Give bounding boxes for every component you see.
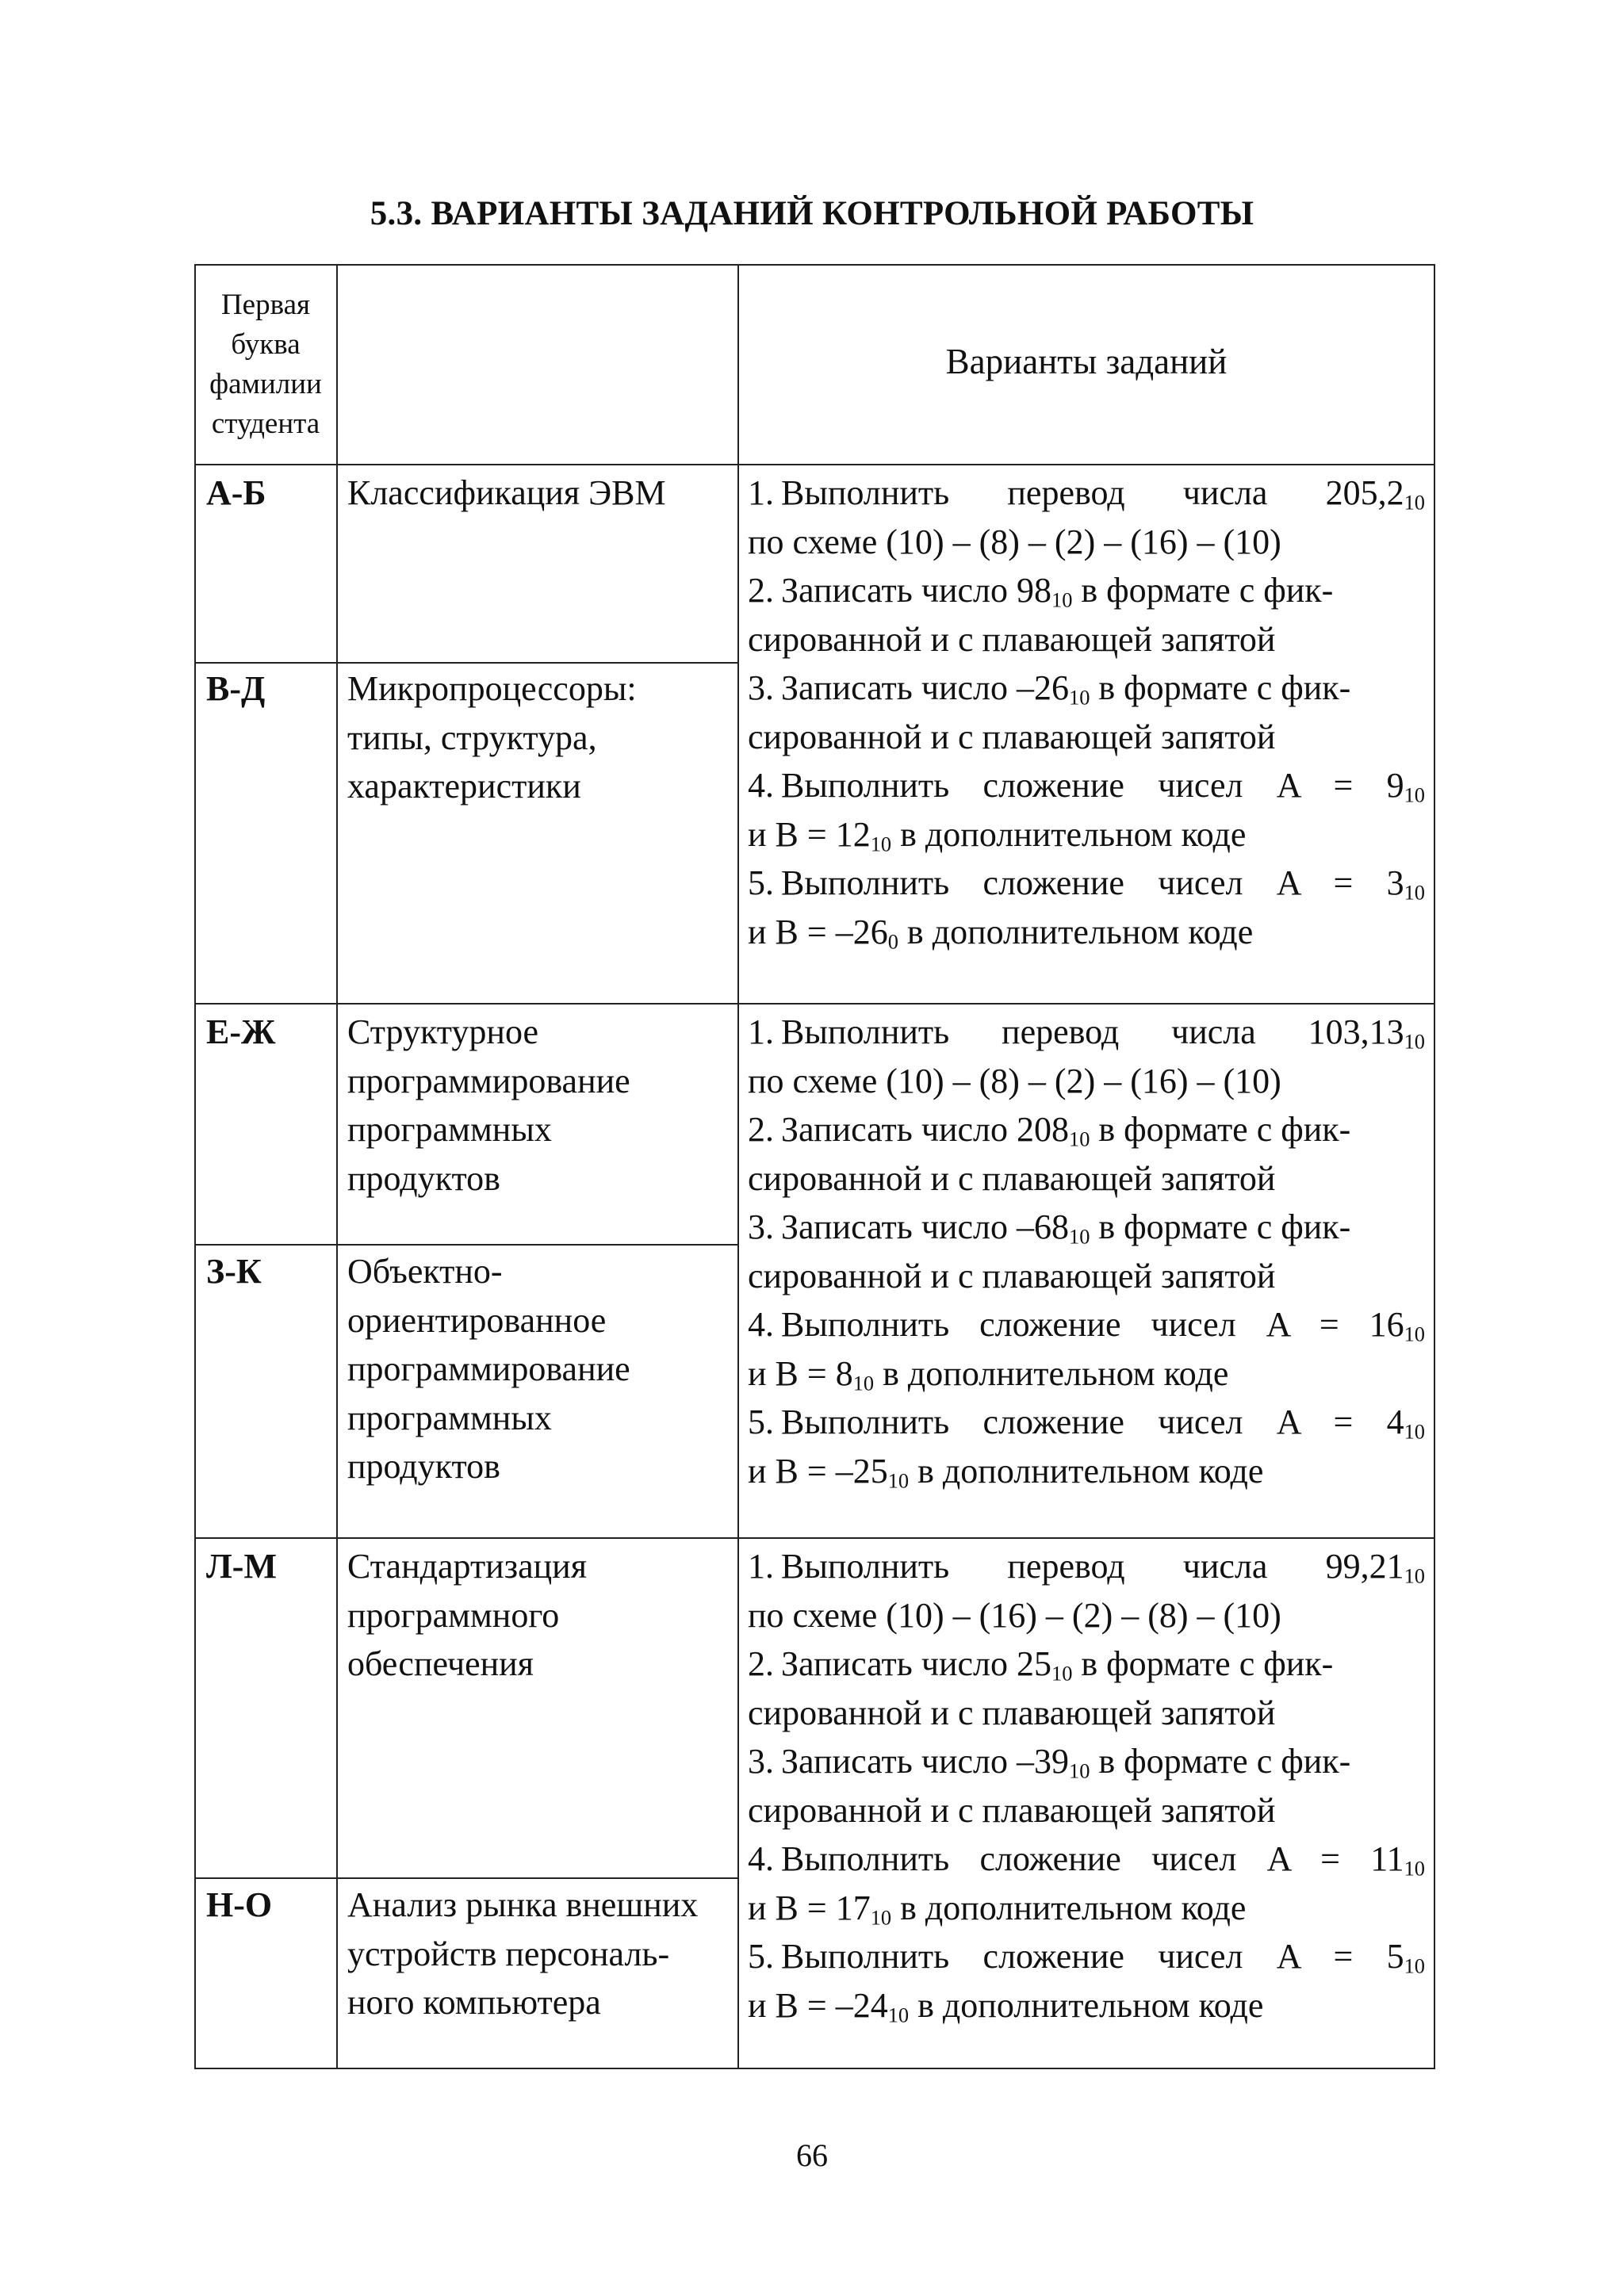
task-number: 4. [748,766,774,805]
task-line [748,1300,1425,1349]
task-line [748,1398,1425,1447]
task-text: Записать число 25 [781,1644,1051,1683]
task-text: Записать число 98 [781,571,1051,610]
topic-line: Микропроцессоры: [347,669,637,708]
row-divider [196,1244,737,1246]
task-number: 3. [748,668,774,707]
number-base-subscript: 10 [1051,1661,1073,1686]
task-line [748,908,1425,957]
number-base-subscript: 0 [887,929,898,954]
task-text: сированной и с плавающей запятой [748,1693,1276,1732]
task-line [748,566,1425,615]
task-text: Выполнить сложение чисел A = 4 [781,1402,1404,1441]
task-text: Выполнить сложение чисел A = 5 [781,1937,1404,1976]
task-text: по схеме (10) – (16) – (2) – (8) – (10) [748,1595,1281,1635]
task-list [748,1542,1425,2030]
task-text: и B = 12 [748,814,871,854]
task-text: сированной и с плавающей запятой [748,1256,1276,1295]
header-divider [196,464,1434,465]
task-text-tail: в дополнительном коде [891,1888,1247,1927]
task-text: Записать число –39 [781,1742,1069,1781]
number-base-subscript: 10 [1404,1856,1425,1881]
task-number: 4. [748,1305,774,1344]
task-number: 2. [748,571,774,610]
task-line [748,518,1425,567]
number-base-subscript: 10 [1404,783,1425,807]
row-letters: З-К [206,1252,262,1291]
task-text: Записать число 208 [781,1110,1069,1149]
task-text-tail: в формате с фик- [1090,1207,1351,1246]
number-base-subscript: 10 [852,1371,875,1395]
topic-line: программирование [347,1061,630,1100]
task-line [748,1884,1425,1933]
page-number: 66 [796,2137,828,2173]
number-base-subscript: 10 [1069,1224,1090,1249]
task-list [748,1008,1425,1495]
task-line [748,1932,1425,1981]
task-text: по схеме (10) – (8) – (2) – (16) – (10) [748,1061,1281,1100]
topic-line: типы, структура, [347,718,597,757]
task-number: 2. [748,1644,774,1683]
task-text-tail: в формате с фик- [1090,1742,1351,1781]
task-number: 1. [748,473,774,512]
task-number: 3. [748,1742,774,1781]
header-line: Первая [220,289,311,321]
task-line [748,1689,1425,1738]
number-base-subscript: 10 [1404,1954,1425,1978]
task-line [748,810,1425,859]
row-letters: Л-М [206,1547,277,1586]
task-text: по схеме (10) – (8) – (2) – (16) – (10) [748,522,1281,561]
number-base-subscript: 10 [1404,880,1425,905]
task-text: и B = –25 [748,1451,888,1490]
task-line [748,1640,1425,1689]
task-line [748,1154,1425,1203]
task-line [748,1981,1425,2030]
task-number: 4. [748,1839,774,1878]
task-text: и B = 8 [748,1353,853,1393]
task-line [748,713,1425,762]
task-number: 2. [748,1110,774,1149]
topic-line: Анализ рынка внешних [347,1885,699,1924]
topic-line: программирование [347,1349,630,1388]
task-text-tail: в формате с фик- [1090,1110,1351,1149]
number-base-subscript: 10 [887,2003,910,2027]
task-number: 1. [748,1012,774,1051]
number-base-subscript: 10 [1069,1127,1090,1151]
task-text: сированной и с плавающей запятой [748,1790,1276,1830]
task-line [748,1786,1425,1835]
task-text-tail: в дополнительном коде [891,814,1247,854]
task-text-tail: в дополнительном коде [874,1353,1229,1393]
task-text: и B = –24 [748,1985,888,2025]
task-line [748,1008,1425,1057]
topic-line: продуктов [347,1158,500,1198]
header-line: буква [231,328,301,361]
group-divider [196,1003,1434,1004]
task-number: 1. [748,1547,774,1586]
task-line [748,1591,1425,1640]
task-number: 5. [748,1937,774,1976]
header-first-letter [196,285,335,444]
number-base-subscript: 10 [1404,1563,1425,1588]
row-letters: Н-О [206,1885,273,1924]
column-divider [336,266,338,2068]
task-number: 5. [748,1402,774,1441]
column-divider [737,266,739,2068]
task-text: Записать число –26 [781,668,1069,707]
task-text: Выполнить сложение чисел A = 3 [781,863,1404,902]
task-line [748,615,1425,664]
number-base-subscript: 10 [1404,1029,1425,1054]
number-base-subscript: 10 [887,1468,910,1493]
task-text: Выполнить перевод числа 99,21 [781,1547,1404,1586]
task-line [748,1737,1425,1786]
task-line [748,1252,1425,1301]
task-text: Выполнить перевод числа 103,13 [781,1012,1404,1051]
row-divider [196,1877,737,1879]
row-letters: Е-Ж [206,1012,276,1051]
task-number: 5. [748,863,774,902]
task-line [748,1349,1425,1399]
task-text: Выполнить перевод числа 205,2 [781,473,1404,512]
header-line: студента [211,408,320,440]
number-base-subscript: 10 [1051,587,1073,612]
number-base-subscript: 10 [870,832,892,856]
topic-line: программного [347,1595,560,1635]
task-line [748,1203,1425,1252]
number-base-subscript: 10 [1404,490,1425,515]
task-text: сированной и с плавающей запятой [748,1158,1276,1198]
task-text: Выполнить сложение чисел A = 11 [781,1839,1404,1878]
row-letters: А-Б [206,473,266,512]
number-base-subscript: 10 [1069,1758,1090,1783]
assignment-variants-table [194,264,1435,2069]
task-line [748,469,1425,518]
header-variants: Варианты заданий [945,342,1228,381]
number-base-subscript: 10 [870,1905,892,1930]
row-topic [347,1008,736,1203]
task-text: сированной и с плавающей запятой [748,619,1276,659]
task-text-tail: в формате с фик- [1090,668,1351,707]
task-text-tail: в формате с фик- [1072,571,1334,610]
task-line [748,1447,1425,1496]
topic-line: обеспечения [347,1644,534,1683]
task-text-tail: в формате с фик- [1072,1644,1334,1683]
page-title: 5.3. ВАРИАНТЫ ЗАДАНИЙ КОНТРОЛЬНОЙ РАБОТЫ [370,195,1254,232]
row-divider [196,662,737,664]
topic-line: продуктов [347,1447,500,1486]
topic-line: программных [347,1398,552,1437]
task-line [748,1835,1425,1884]
topic-line: Стандартизация [347,1547,587,1586]
task-text-tail: в дополнительном коде [909,1451,1264,1490]
task-line [748,664,1425,713]
row-topic [347,469,736,518]
topic-line: Классификация ЭВМ [347,473,666,512]
task-text: и B = 17 [748,1888,871,1927]
row-topic [347,664,736,811]
task-text: Выполнить сложение чисел A = 16 [781,1305,1404,1344]
topic-line: ориентированное [347,1300,607,1340]
row-topic [347,1247,736,1491]
row-topic [347,1542,736,1689]
topic-line: Объектно- [347,1252,503,1291]
task-number: 3. [748,1207,774,1246]
task-text: Записать число –68 [781,1207,1069,1246]
task-line [748,1542,1425,1591]
task-text: сированной и с плавающей запятой [748,717,1276,756]
task-text-tail: в дополнительном коде [909,1985,1264,2025]
task-line [748,761,1425,810]
task-list [748,469,1425,956]
task-line [748,859,1425,908]
topic-line: ного компьютера [347,1983,601,2022]
task-line [748,1105,1425,1154]
row-letters: В-Д [206,669,266,708]
number-base-subscript: 10 [1404,1322,1425,1346]
header-line: фамилии [209,368,322,400]
task-text: и B = –26 [748,912,888,951]
topic-line: устройств персональ- [347,1934,670,1973]
number-base-subscript: 10 [1404,1419,1425,1444]
task-text: Выполнить сложение чисел A = 9 [781,766,1404,805]
task-line [748,1057,1425,1106]
number-base-subscript: 10 [1069,685,1090,710]
topic-line: Структурное [347,1012,539,1051]
topic-line: характеристики [347,767,581,806]
group-divider [196,1537,1434,1539]
task-text-tail: в дополнительном коде [898,912,1254,951]
topic-line: программных [347,1110,552,1149]
row-topic [347,1881,736,2027]
